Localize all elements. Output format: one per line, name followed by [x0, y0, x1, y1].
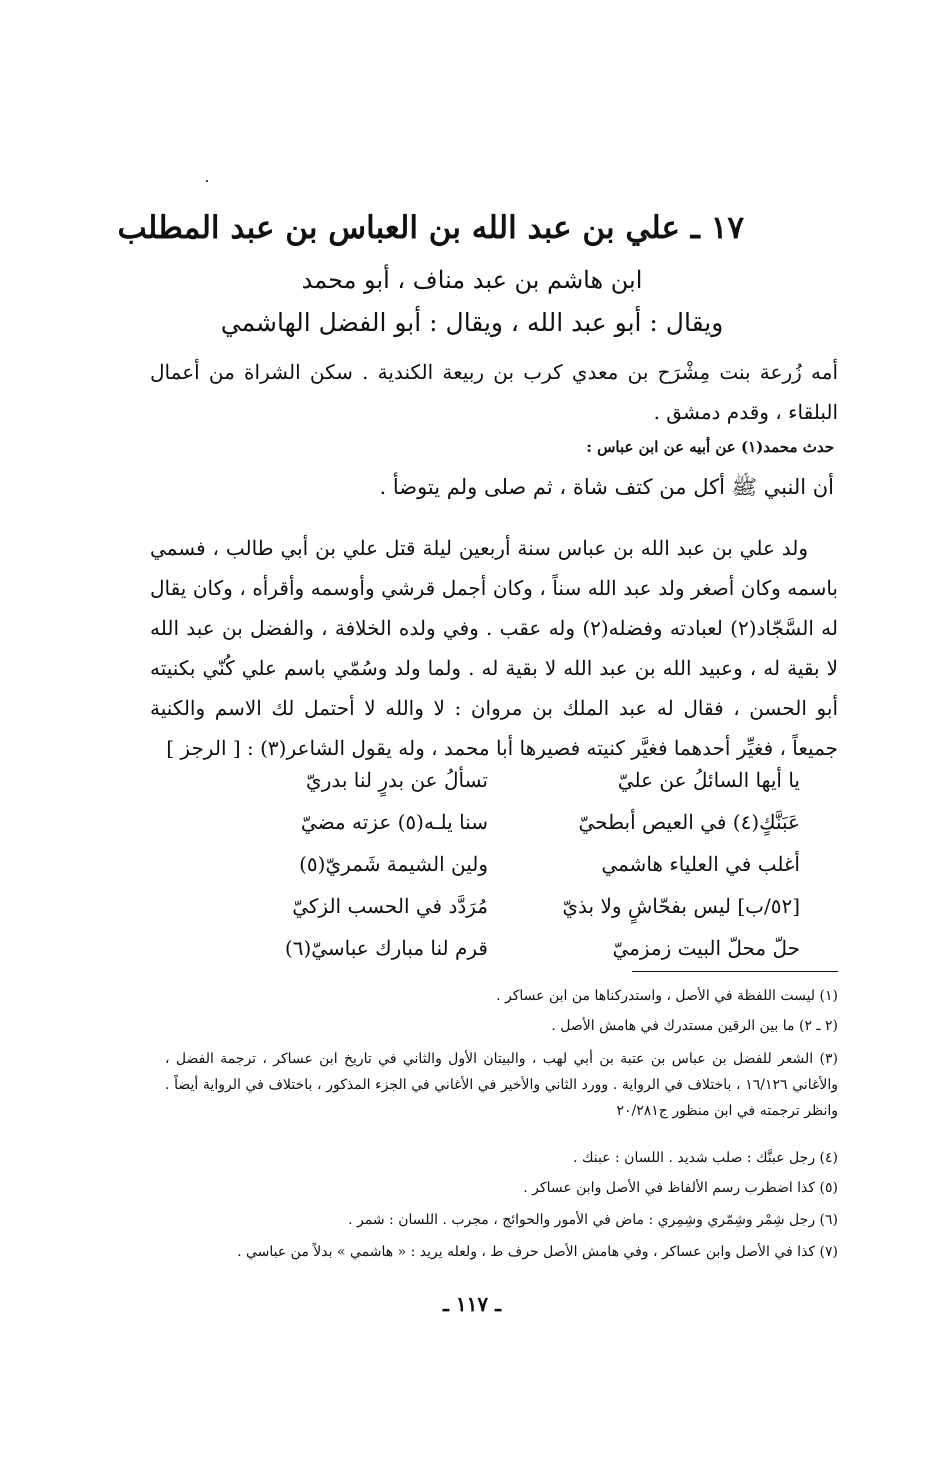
verse-second-hemistich: ولين الشيمة شَمريّ(٥)	[299, 852, 488, 876]
poem-verse	[200, 936, 800, 976]
footnote-3: (٣) الشعر للفضل بن عباس بن عتبة بن أبي لهب ، والبيتان الأول والثاني في تاريخ ابن عساكر ، ترجمة الفضل ، والأغاني ١٦/١٢٦ ، باختلاف في الرواية . وورد الثاني والأخير في الأغاني في الجزء المذكور ، باختلاف في الرواية أيضاً . وانظر ترجمته في ابن منظور ج٢٠/٢٨١	[165, 1051, 838, 1119]
verse-second-hemistich: مُرَدَّد في الحسب الزكيّ	[292, 894, 488, 918]
footnote-separator	[632, 971, 838, 972]
entry-subtitle-kunya: ويقال : أبو عبد الله ، ويقال : أبو الفضل الهاشمي	[220, 308, 724, 337]
verse-first-hemistich: [٥٢/ب] ليس بفحّاشٍ ولا بذيّ	[562, 894, 800, 918]
footnote-1: (١) ليست اللفظة في الأصل ، واستدركناها من ابن عساكر .	[496, 988, 838, 1004]
footnote-2: (٢ ـ ٢) ما بين الرقين مستدرك في هامش الأصل .	[551, 1018, 838, 1034]
verse-second-hemistich: سنا يلـه(٥) عزته مضيّ	[300, 810, 488, 834]
footnote-5: (٥) كذا اضطرب رسم الألفاظ في الأصل وابن عساكر .	[523, 1180, 838, 1196]
verse-first-hemistich: يا أيها السائلُ عن عليّ	[617, 768, 800, 792]
poem-verse	[200, 852, 800, 892]
scan-speck	[206, 180, 208, 182]
page-number: ـ ١١٧ ـ	[443, 1292, 501, 1316]
footnote-4: (٤) رجل عبنَّك : صلب شديد . اللسان : عبنك .	[573, 1150, 838, 1166]
footnote-7: (٧) كذا في الأصل وابن عساكر ، وفي هامش الأصل حرف ط ، ولعله يريد : « هاشمي » بدلاً من عباسي .	[237, 1244, 838, 1260]
biography-paragraph-birth: ولد علي بن عبد الله بن عباس سنة أربعين ليلة قتل علي بن أبي طالب ، فسمي باسمه وكان أصغر ولد عبد الله سناً ، وكان أجمل قرشي وأوسمه وأقرأه ، وكان يقال له السَّجّاد(٢) لعبادته وفضله(٢) وله عقب . وفي ولده الخلافة ، والفضل بن عبد الله لا بقية له ، وعبيد الله بن عبد الله لا بقية له . ولما ولد وسُمّي باسم علي كُنّي بكنيته أبو الحسن ، فقال له عبد الملك بن مروان : لا والله لا أحتمل لك الاسم والكنية جميعاً ، فغيِّر أحدهما فغيَّر كنيته فصيرها أبا محمد ، وله يقول الشاعر(٣) : [ الرجز ]	[150, 536, 838, 760]
verse-first-hemistich: حلّ محلّ البيت زمزميّ	[612, 936, 800, 960]
verse-second-hemistich: تسألُ عن بدرٍ لنا بدريّ	[306, 768, 488, 792]
biography-paragraph-mother: أمه زُرعة بنت مِشْرَح بن معدي كرب بن ربيعة الكندية . سكن الشراة من أعمال البلقاء ، وقدم دمشق .	[150, 360, 838, 424]
entry-title: ١٧ ـ علي بن عبد الله بن العباس بن عبد المطلب	[117, 210, 744, 246]
poem-verse	[200, 810, 800, 850]
poem-verse	[200, 768, 800, 808]
verse-second-hemistich: قرم لنا مبارك عباسيّ(٦)	[284, 936, 488, 960]
poem-verse	[200, 894, 800, 934]
verse-first-hemistich: عَبَنَّكٍ(٤) في العيص أبطحيّ	[578, 810, 800, 834]
footnote-6: (٦) رجل شِمْر وشِمّري وشِمِري : ماض في الأمور والحوائج ، مجرب . اللسان : شمر .	[348, 1212, 838, 1228]
verse-first-hemistich: أغلب في العلياء هاشمي	[601, 852, 800, 876]
hadith-isnad: حدث محمد(١) عن أبيه عن ابن عباس :	[586, 438, 834, 456]
hadith-text: أن النبي ﷺ أكل من كتف شاة ، ثم صلى ولم يتوضأ .	[379, 475, 834, 499]
entry-subtitle-lineage: ابن هاشم بن عبد مناف ، أبو محمد	[301, 266, 643, 294]
